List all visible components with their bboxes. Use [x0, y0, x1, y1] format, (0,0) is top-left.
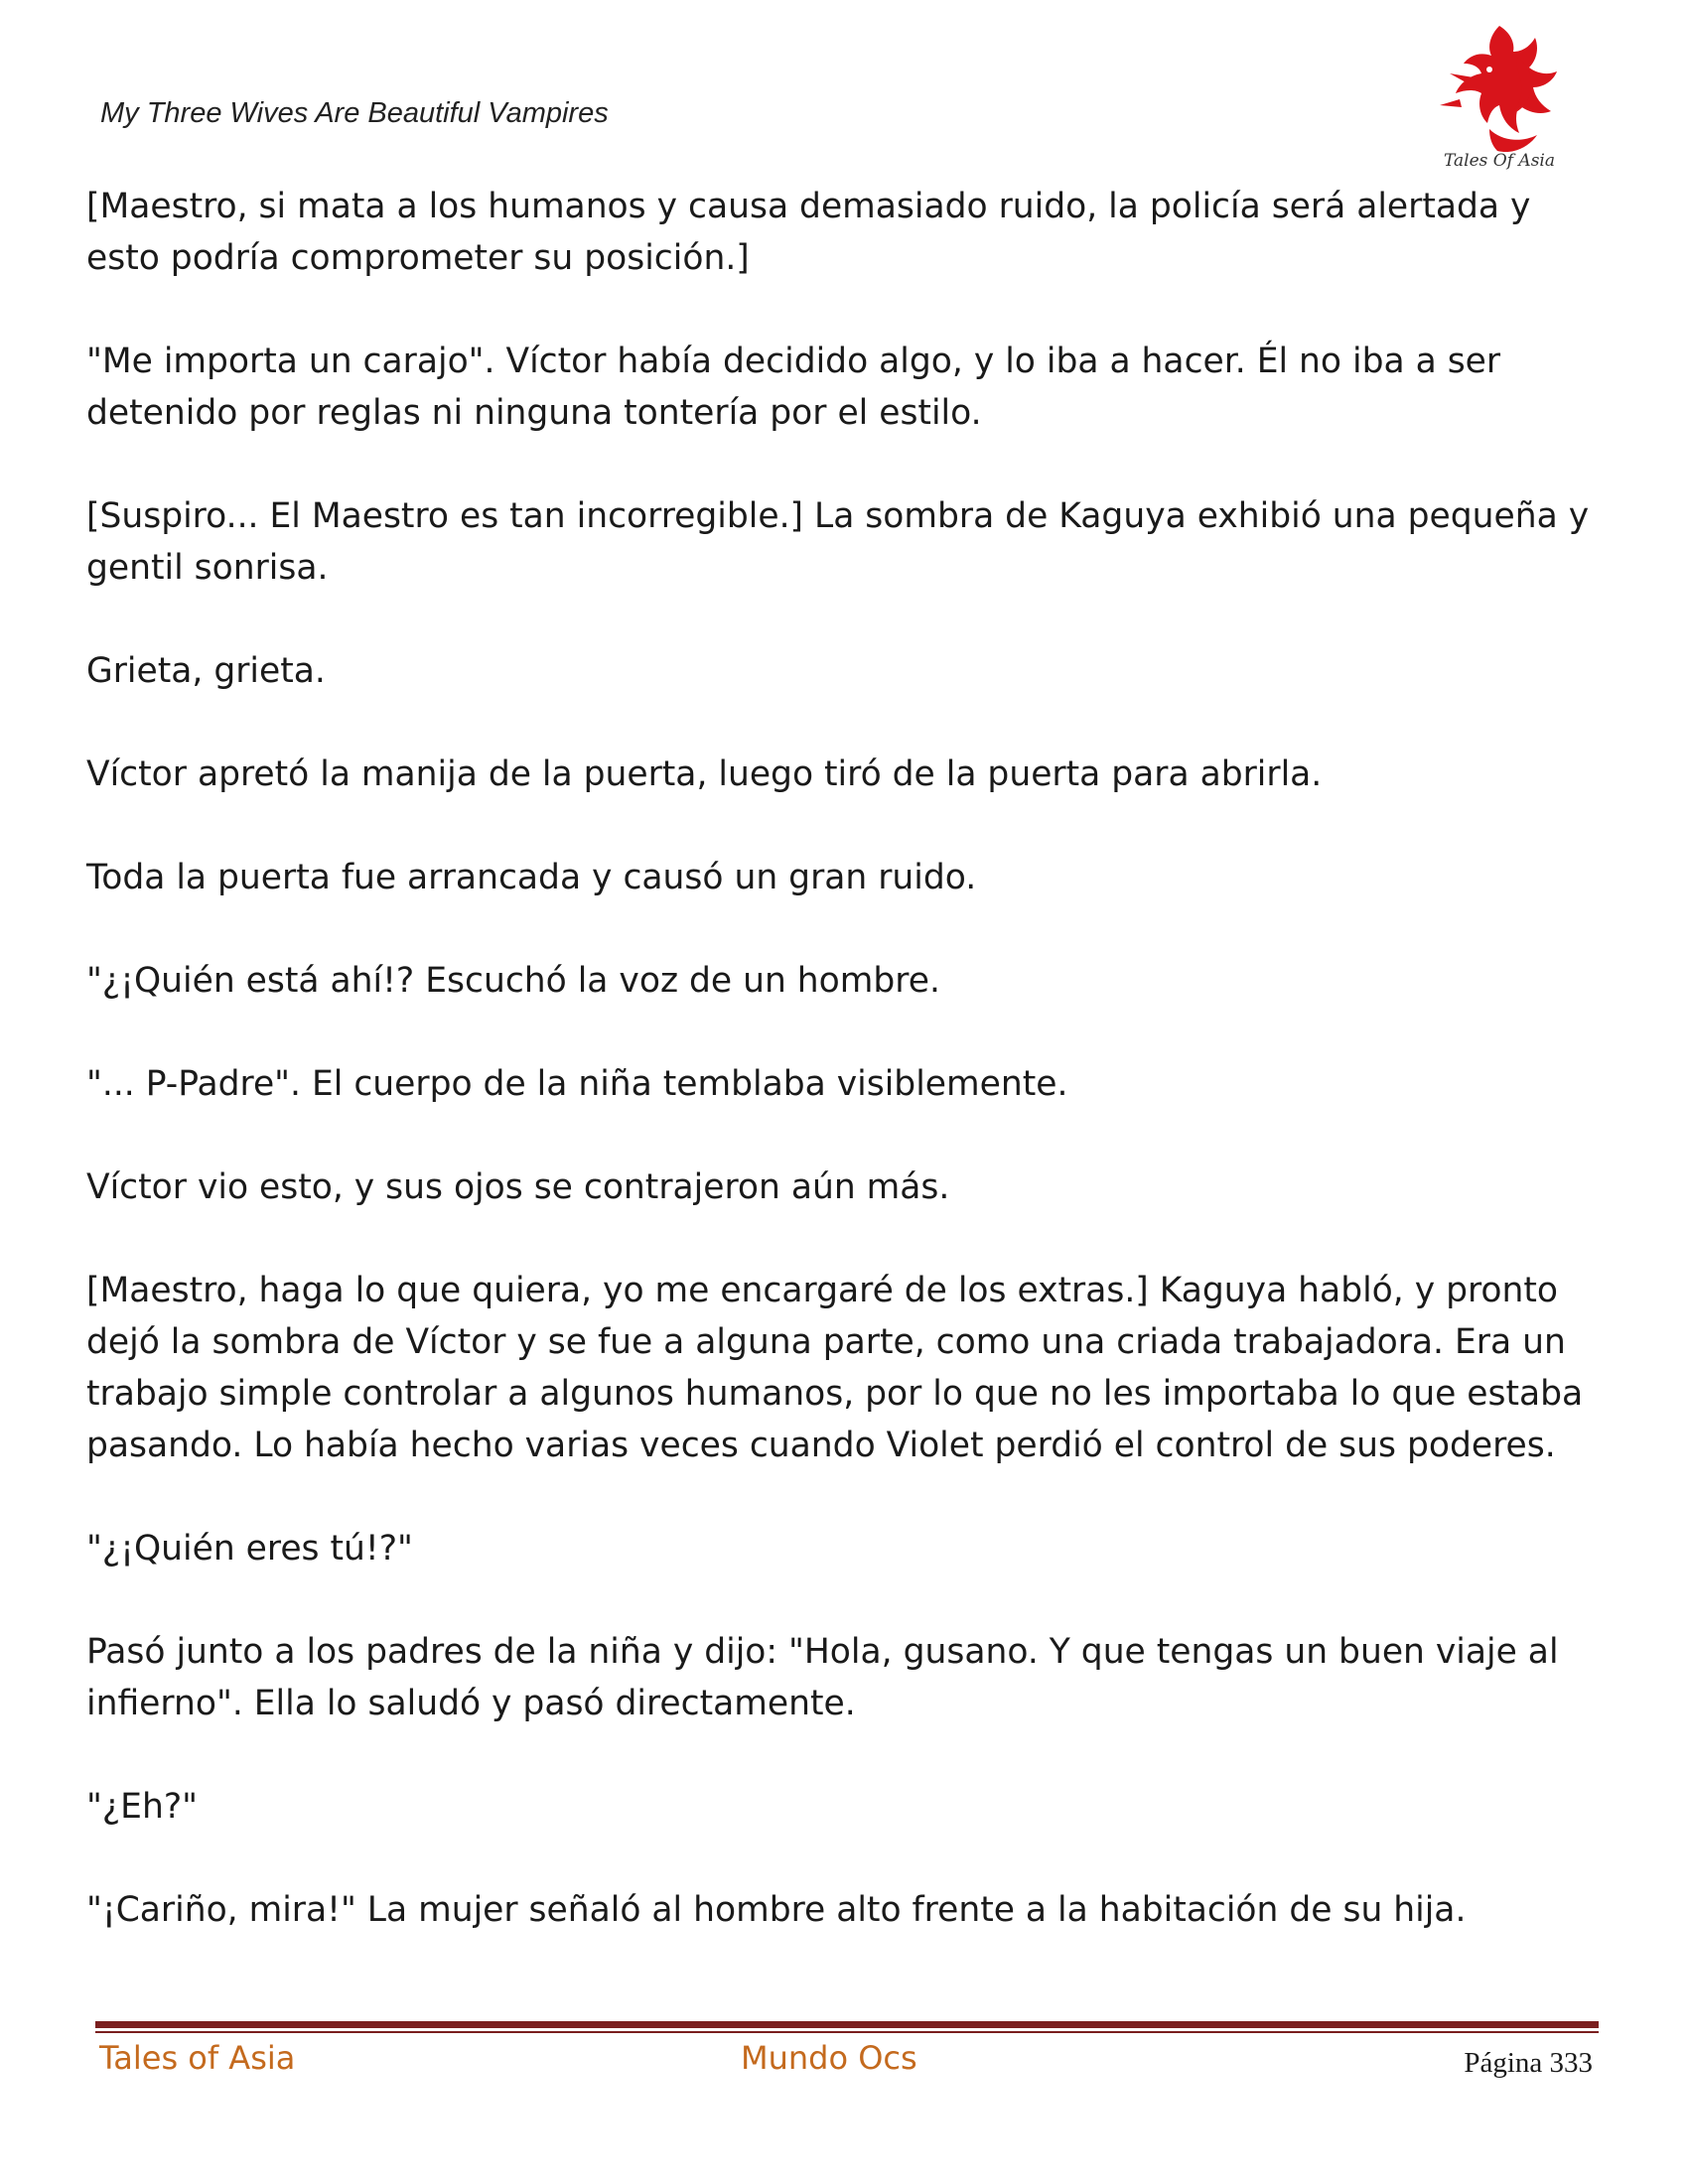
- paragraph: "¿¡Quién eres tú!?": [86, 1529, 413, 1569]
- paragraph: "¿Eh?": [86, 1787, 199, 1827]
- paragraph: Víctor vio esto, y sus ojos se contrajeron aún más.: [86, 1167, 950, 1207]
- footer-divider: [95, 2021, 1599, 2033]
- paragraph: Toda la puerta fue arrancada y causó un gran ruido.: [86, 858, 977, 897]
- paragraph: Víctor apretó la manija de la puerta, luego tiró de la puerta para abrirla.: [86, 754, 1323, 794]
- paragraph: Pasó junto a los padres de la niña y dijo: "Hola, gusano. Y que tengas un buen viaje al infierno". Ella lo saludó y pasó directamente.: [86, 1632, 1559, 1723]
- logo-text: Tales Of Asia: [1444, 151, 1555, 171]
- paragraph: "¿¡Quién está ahí!? Escuchó la voz de un hombre.: [86, 961, 940, 1001]
- footer-center-text: Mundo Ocs: [741, 2039, 917, 2077]
- chapter-body: [86, 181, 1606, 1987]
- paragraph: "Me importa un carajo". Víctor había decidido algo, y lo iba a hacer. Él no iba a ser detenido por reglas ni ninguna tontería por el estilo.: [86, 341, 1501, 433]
- paragraph: [Suspiro... El Maestro es tan incorregible.] La sombra de Kaguya exhibió una pequeña y gentil sonrisa.: [86, 496, 1590, 588]
- paragraph: "¡Cariño, mira!" La mujer señaló al hombre alto frente a la habitación de su hija.: [86, 1890, 1467, 1930]
- paragraph: [Maestro, haga lo que quiera, yo me encargaré de los extras.] Kaguya habló, y pronto dejó la sombra de Víctor y se fue a alguna parte, como una criada trabajadora. Era un trabajo simple controlar a algunos humanos, por lo que no les importaba lo que estaba pasando. Lo había hecho varias veces cuando Violet perdió el control de sus poderes.: [86, 1271, 1584, 1465]
- footer-site-name: Tales of Asia: [99, 2039, 296, 2077]
- page-number: Página 333: [1464, 2047, 1593, 2079]
- paragraph: Grieta, grieta.: [86, 651, 326, 691]
- document-header-title: My Three Wives Are Beautiful Vampires: [100, 97, 609, 129]
- paragraph: [Maestro, si mata a los humanos y causa demasiado ruido, la policía será alertada y esto podría comprometer su posición.]: [86, 187, 1531, 278]
- paragraph: "... P-Padre". El cuerpo de la niña temblaba visiblemente.: [86, 1064, 1068, 1104]
